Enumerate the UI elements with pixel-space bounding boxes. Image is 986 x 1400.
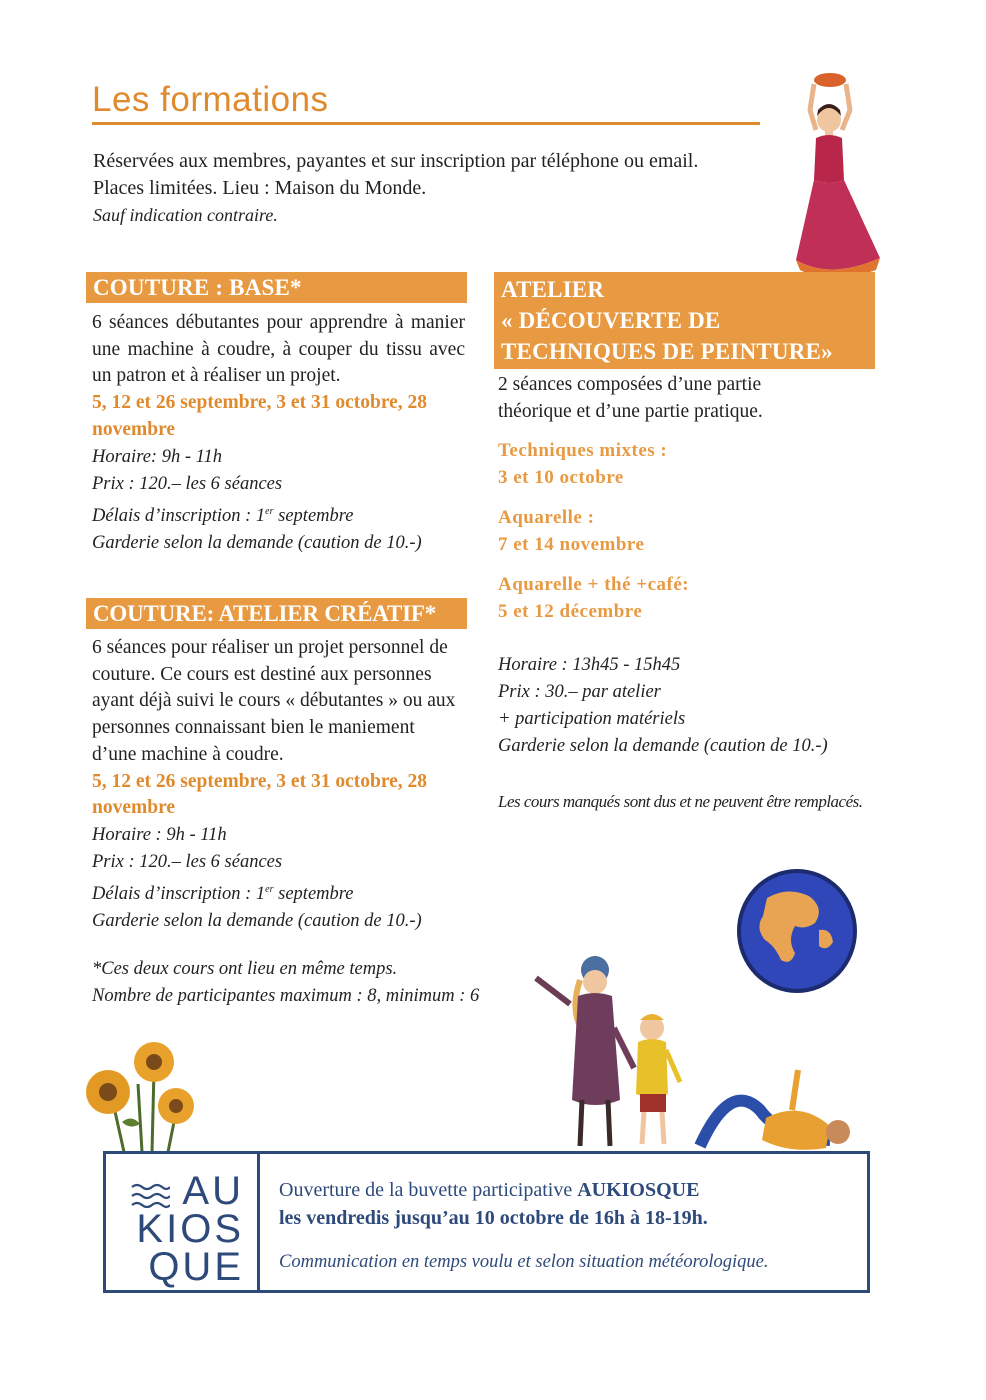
atelier-session-1 <box>498 438 667 491</box>
delais-sup: er <box>265 505 274 517</box>
waves-icon <box>130 1182 170 1212</box>
couture-base-section <box>92 310 465 557</box>
atelier-horaire: Horaire : 13h45 - 15h45 <box>498 655 681 675</box>
couture-base-heading: COUTURE : BASE* <box>86 272 467 303</box>
couture-base-horaire: Horaire: 9h - 11h <box>92 446 222 467</box>
atelier-session-2 <box>498 505 644 558</box>
atelier-heading-line-2: « DÉCOUVERTE DE <box>501 308 721 333</box>
delais-month: septembre <box>273 505 354 526</box>
note-same-time: *Ces deux cours ont lieu en même temps. <box>92 959 398 979</box>
couture-creatif-horaire: Horaire : 9h - 11h <box>92 824 227 845</box>
session-1-label: Techniques mixtes : <box>498 440 668 461</box>
atelier-heading-line-3: TECHNIQUES DE PEINTURE» <box>501 339 833 364</box>
family-illustration <box>530 950 860 1154</box>
logo-line-2: KIOS <box>136 1207 244 1251</box>
couture-creatif-dates: 5, 12 et 26 septembre, 3 et 31 octobre, 28 novembre <box>92 770 428 819</box>
sunflowers-illustration <box>72 1040 202 1152</box>
note-participants: Nombre de participantes maximum : 8, minimum : 6 <box>92 986 480 1006</box>
atelier-heading-line-1: ATELIER <box>501 277 605 302</box>
footer-line-3: Communication en temps voulu et selon situation météorologique. <box>279 1252 769 1272</box>
atelier-description: 2 séances composées d’une partie théorique et d’une partie pratique. <box>498 374 763 422</box>
logo-line-3: QUE <box>148 1245 244 1289</box>
atelier-manques-note: Les cours manqués sont dus et ne peuvent être remplacés. <box>498 792 863 811</box>
footer-brand: AUKIOSQUE <box>577 1179 700 1201</box>
title-underline <box>92 122 760 125</box>
logo-line-1: AU <box>182 1169 244 1213</box>
footer-text <box>279 1176 849 1276</box>
session-3-label: Aquarelle + thé +café: <box>498 574 690 595</box>
couture-creatif-description: 6 séances pour réaliser un projet personnel de couture. Ce cours est destiné aux personnes ayant déjà suivi le cours « débutantes » ou aux personnes connaissant bien le maniement d’une machine à coudre. <box>92 637 456 765</box>
session-2-dates: 7 et 14 novembre <box>498 533 645 555</box>
couture-creatif-delais <box>92 876 462 908</box>
atelier-prix: Prix : 30.– par atelier <box>498 682 661 702</box>
atelier-details <box>498 652 858 760</box>
couture-base-description: 6 séances débutantes pour apprendre à manier une machine à coudre, à couper du tissu avec un patron et à réaliser un projet. <box>92 312 465 387</box>
footer-line-1-text: Ouverture de la buvette participative <box>279 1179 578 1201</box>
couture-creatif-section <box>92 635 462 935</box>
couture-base-delais <box>92 498 465 530</box>
delais-sup: er <box>265 883 274 895</box>
delais-text: Délais d’inscription : 1 <box>92 505 266 526</box>
aukiosque-logo <box>126 1169 244 1289</box>
footer-line-1 <box>279 1176 849 1204</box>
couture-base-dates: 5, 12 et 26 septembre, 3 et 31 octobre, 28 novembre <box>92 392 428 440</box>
page-title: Les formations <box>92 80 329 119</box>
couture-creatif-garderie: Garderie selon la demande (caution de 10.-) <box>92 911 422 932</box>
couture-base-garderie: Garderie selon la demande (caution de 10.-) <box>92 532 422 553</box>
intro-line-3: Sauf indication contraire. <box>93 205 278 225</box>
footer-line-2: les vendredis jusqu’au 10 octobre de 16h à 18-19h. <box>279 1207 708 1229</box>
intro-line-1: Réservées aux membres, payantes et sur inscription par téléphone ou email. <box>93 150 699 172</box>
aukiosque-footer-box <box>103 1151 870 1293</box>
couture-creatif-prix: Prix : 120.– les 6 séances <box>92 851 283 872</box>
session-2-label: Aquarelle : <box>498 507 595 528</box>
couture-base-prix: Prix : 120.– les 6 séances <box>92 473 283 494</box>
couture-creatif-heading: COUTURE: ATELIER CRÉATIF* <box>86 598 467 629</box>
atelier-peinture-heading <box>494 272 875 369</box>
dancer-illustration <box>780 70 890 292</box>
atelier-session-3 <box>498 572 689 625</box>
delais-month: septembre <box>273 884 354 905</box>
intro-line-2: Places limitées. Lieu : Maison du Monde. <box>93 177 427 199</box>
atelier-participation: + participation matériels <box>498 709 686 729</box>
couture-notes <box>92 956 512 1010</box>
session-3-dates: 5 et 12 décembre <box>498 600 643 622</box>
session-1-dates: 3 et 10 octobre <box>498 466 624 488</box>
atelier-garderie: Garderie selon la demande (caution de 10.-) <box>498 736 828 756</box>
delais-text: Délais d’inscription : 1 <box>92 884 266 905</box>
intro-text <box>93 148 783 229</box>
footer-divider <box>257 1154 260 1290</box>
